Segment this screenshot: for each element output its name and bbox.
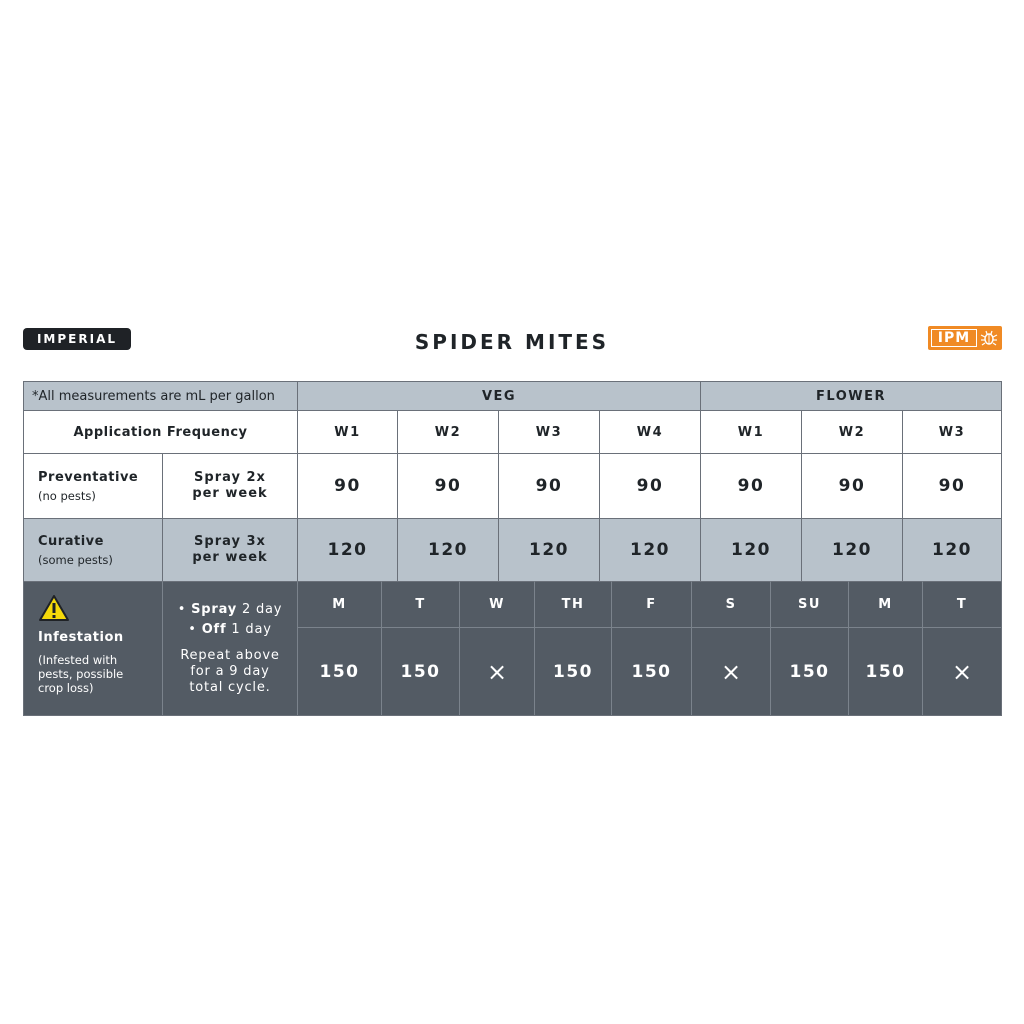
dosage-cell: 90 — [599, 453, 700, 518]
day-header: SU — [770, 581, 848, 627]
day-header: T — [381, 581, 459, 627]
measurement-note: *All measurements are mL per gallon — [24, 382, 297, 410]
preventative-label — [24, 453, 162, 518]
day-header: M — [848, 581, 922, 627]
row-label: Infestation — [38, 630, 124, 645]
dosage-cell: 150 — [848, 627, 922, 715]
row-sublabel: crop loss) — [38, 681, 94, 695]
warning-icon — [38, 594, 70, 622]
bug-icon — [980, 329, 998, 347]
dosage-cell: 150 — [611, 627, 691, 715]
preventative-frequency — [162, 453, 297, 518]
day-header: W — [459, 581, 534, 627]
off-day-cell: × — [922, 627, 1001, 715]
off-day-cell: × — [691, 627, 770, 715]
dosage-cell: 90 — [397, 453, 498, 518]
schedule-note: total cycle. — [189, 679, 271, 695]
flower-header: FLOWER — [700, 382, 1001, 410]
week-header: W1 — [297, 410, 397, 453]
dosage-cell: 150 — [381, 627, 459, 715]
frequency-line: per week — [192, 550, 268, 565]
schedule-bullet: • Spray 2 day — [177, 601, 283, 617]
dosage-cell: 90 — [498, 453, 599, 518]
ipm-logo-text: IPM — [931, 329, 977, 347]
week-header: W2 — [397, 410, 498, 453]
frequency-line: per week — [192, 486, 268, 501]
day-header: S — [691, 581, 770, 627]
frequency-line: Spray 2x — [194, 470, 266, 485]
dosage-cell: 90 — [902, 453, 1001, 518]
dosage-cell: 120 — [397, 518, 498, 581]
day-header: F — [611, 581, 691, 627]
curative-label — [24, 518, 162, 581]
schedule-note: Repeat above — [180, 647, 280, 663]
dosage-cell: 120 — [297, 518, 397, 581]
frequency-line: Spray 3x — [194, 534, 266, 549]
dosage-cell: 90 — [297, 453, 397, 518]
week-header: W1 — [700, 410, 801, 453]
row-sublabel: pests, possible — [38, 667, 124, 681]
ipm-logo — [928, 326, 1002, 350]
dosage-cell: 120 — [801, 518, 902, 581]
dosage-cell: 90 — [801, 453, 902, 518]
infestation-schedule — [162, 581, 297, 715]
veg-header: VEG — [297, 382, 700, 410]
row-label: Preventative — [38, 469, 139, 485]
week-header: W3 — [902, 410, 1001, 453]
week-header: W3 — [498, 410, 599, 453]
application-frequency-label: Application Frequency — [24, 410, 297, 453]
infestation-label — [24, 581, 162, 715]
dosage-cell: 120 — [498, 518, 599, 581]
row-label: Curative — [38, 533, 104, 549]
day-header: T — [922, 581, 1001, 627]
day-header: TH — [534, 581, 611, 627]
dosage-cell: 150 — [534, 627, 611, 715]
row-sublabel: (some pests) — [38, 552, 113, 567]
page-title: SPIDER MITES — [414, 330, 610, 354]
dosage-cell: 120 — [700, 518, 801, 581]
day-header: M — [297, 581, 381, 627]
dosage-cell: 150 — [770, 627, 848, 715]
off-day-cell: × — [459, 627, 534, 715]
schedule-bullet: • Off 1 day — [188, 621, 272, 637]
dosage-cell: 150 — [297, 627, 381, 715]
row-sublabel: (no pests) — [38, 488, 96, 503]
dosage-cell: 120 — [599, 518, 700, 581]
row-sublabel: (Infested with — [38, 653, 118, 667]
dosage-cell: 90 — [700, 453, 801, 518]
unit-badge: IMPERIAL — [23, 328, 131, 350]
dosage-cell: 120 — [902, 518, 1001, 581]
curative-frequency — [162, 518, 297, 581]
week-header: W4 — [599, 410, 700, 453]
dosage-table — [23, 381, 1002, 716]
week-header: W2 — [801, 410, 902, 453]
schedule-note: for a 9 day — [190, 663, 270, 679]
